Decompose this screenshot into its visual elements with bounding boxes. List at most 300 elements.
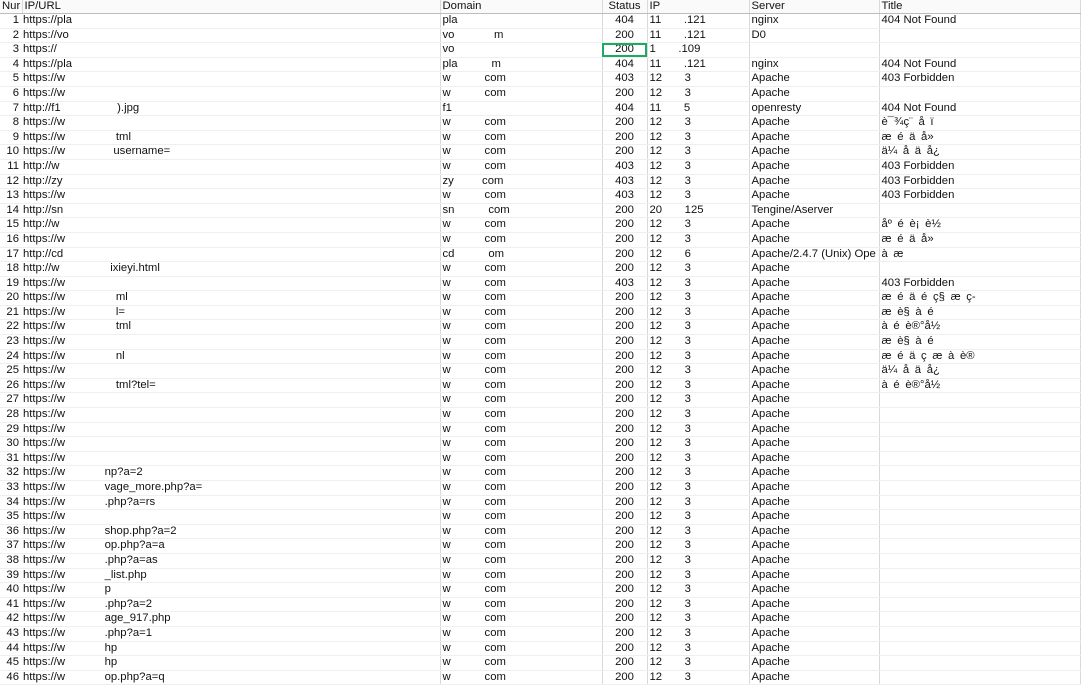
row-number[interactable]: 39: [0, 568, 22, 583]
status-cell[interactable]: 200: [602, 349, 647, 364]
server-cell[interactable]: Apache: [749, 583, 879, 598]
selected-status-cell[interactable]: 200: [602, 43, 647, 58]
server-cell[interactable]: Apache: [749, 437, 879, 452]
title-cell[interactable]: æ è§ à é: [879, 335, 1080, 350]
row-number[interactable]: 15: [0, 218, 22, 233]
ip-cell[interactable]: 12 3: [647, 626, 749, 641]
row-number[interactable]: 26: [0, 378, 22, 393]
status-cell[interactable]: 200: [602, 364, 647, 379]
row-number[interactable]: 44: [0, 641, 22, 656]
row-number[interactable]: 2: [0, 28, 22, 43]
ip-cell[interactable]: 12 3: [647, 466, 749, 481]
title-cell[interactable]: 403 Forbidden: [879, 189, 1080, 204]
url-cell[interactable]: https://w: [22, 86, 440, 101]
domain-cell[interactable]: w com: [440, 568, 602, 583]
url-cell[interactable]: https://w nl: [22, 349, 440, 364]
title-cell[interactable]: [879, 524, 1080, 539]
domain-cell[interactable]: w com: [440, 597, 602, 612]
table-row[interactable]: [0, 641, 1080, 656]
ip-cell[interactable]: 1 .109: [647, 43, 749, 58]
title-cell[interactable]: æ è§ à é: [879, 305, 1080, 320]
title-cell[interactable]: [879, 203, 1080, 218]
domain-cell[interactable]: w com: [440, 641, 602, 656]
ip-cell[interactable]: 12 3: [647, 291, 749, 306]
ip-cell[interactable]: 12 3: [647, 189, 749, 204]
server-cell[interactable]: Apache: [749, 568, 879, 583]
ip-cell[interactable]: 12 3: [647, 232, 749, 247]
url-cell[interactable]: https://w: [22, 72, 440, 87]
domain-cell[interactable]: w com: [440, 553, 602, 568]
url-cell[interactable]: https://w hp: [22, 641, 440, 656]
domain-cell[interactable]: w com: [440, 276, 602, 291]
server-cell[interactable]: Apache: [749, 335, 879, 350]
status-cell[interactable]: 200: [602, 320, 647, 335]
url-cell[interactable]: https://w tml: [22, 320, 440, 335]
title-cell[interactable]: à é è®°å½: [879, 320, 1080, 335]
table-row[interactable]: [0, 57, 1080, 72]
domain-cell[interactable]: w com: [440, 393, 602, 408]
url-cell[interactable]: https://w username=: [22, 145, 440, 160]
status-cell[interactable]: 200: [602, 378, 647, 393]
title-cell[interactable]: 403 Forbidden: [879, 174, 1080, 189]
url-cell[interactable]: https://w: [22, 451, 440, 466]
url-cell[interactable]: http://w ixieyi.html: [22, 262, 440, 277]
url-cell[interactable]: https://w .php?a=1: [22, 626, 440, 641]
row-number[interactable]: 3: [0, 43, 22, 58]
domain-cell[interactable]: w com: [440, 378, 602, 393]
url-cell[interactable]: https://w hp: [22, 656, 440, 671]
domain-cell[interactable]: w com: [440, 466, 602, 481]
title-cell[interactable]: [879, 626, 1080, 641]
ip-cell[interactable]: 12 3: [647, 510, 749, 525]
url-cell[interactable]: https://w: [22, 276, 440, 291]
table-row[interactable]: [0, 583, 1080, 598]
domain-cell[interactable]: zy com: [440, 174, 602, 189]
status-cell[interactable]: 200: [602, 553, 647, 568]
domain-cell[interactable]: w com: [440, 510, 602, 525]
row-number[interactable]: 33: [0, 481, 22, 496]
title-cell[interactable]: [879, 583, 1080, 598]
server-cell[interactable]: Apache: [749, 145, 879, 160]
table-row[interactable]: [0, 291, 1080, 306]
domain-cell[interactable]: w com: [440, 656, 602, 671]
domain-cell[interactable]: w com: [440, 451, 602, 466]
table-row[interactable]: [0, 130, 1080, 145]
title-cell[interactable]: [879, 568, 1080, 583]
server-cell[interactable]: Apache: [749, 320, 879, 335]
url-cell[interactable]: https://w shop.php?a=2: [22, 524, 440, 539]
domain-cell[interactable]: w com: [440, 262, 602, 277]
server-cell[interactable]: Apache: [749, 72, 879, 87]
table-row[interactable]: [0, 203, 1080, 218]
url-cell[interactable]: http://f1 ).jpg: [22, 101, 440, 116]
row-number[interactable]: 11: [0, 159, 22, 174]
table-row[interactable]: [0, 232, 1080, 247]
ip-cell[interactable]: 12 3: [647, 364, 749, 379]
domain-cell[interactable]: w com: [440, 320, 602, 335]
url-cell[interactable]: https://w: [22, 422, 440, 437]
status-cell[interactable]: 200: [602, 656, 647, 671]
table-row[interactable]: [0, 189, 1080, 204]
server-cell[interactable]: Apache: [749, 553, 879, 568]
table-row[interactable]: [0, 116, 1080, 131]
url-cell[interactable]: https://w: [22, 408, 440, 423]
table-row[interactable]: [0, 656, 1080, 671]
url-cell[interactable]: https://w op.php?a=a: [22, 539, 440, 554]
title-cell[interactable]: [879, 422, 1080, 437]
domain-cell[interactable]: w com: [440, 72, 602, 87]
row-number[interactable]: 25: [0, 364, 22, 379]
row-number[interactable]: 1: [0, 14, 22, 29]
table-row[interactable]: [0, 626, 1080, 641]
title-cell[interactable]: 404 Not Found: [879, 14, 1080, 29]
status-cell[interactable]: 200: [602, 524, 647, 539]
url-cell[interactable]: https://w ml: [22, 291, 440, 306]
url-cell[interactable]: https://w: [22, 437, 440, 452]
domain-cell[interactable]: w com: [440, 291, 602, 306]
ip-cell[interactable]: 12 3: [647, 349, 749, 364]
title-cell[interactable]: æ é ä é ç§ æ ç-: [879, 291, 1080, 306]
status-cell[interactable]: 200: [602, 437, 647, 452]
domain-cell[interactable]: w com: [440, 437, 602, 452]
title-cell[interactable]: à æ: [879, 247, 1080, 262]
status-cell[interactable]: 200: [602, 28, 647, 43]
row-number[interactable]: 19: [0, 276, 22, 291]
url-cell[interactable]: https://pla: [22, 57, 440, 72]
table-row[interactable]: [0, 14, 1080, 29]
status-cell[interactable]: 200: [602, 626, 647, 641]
domain-cell[interactable]: w com: [440, 422, 602, 437]
title-cell[interactable]: [879, 43, 1080, 58]
domain-cell[interactable]: w com: [440, 626, 602, 641]
status-cell[interactable]: 404: [602, 57, 647, 72]
url-cell[interactable]: https://w age_917.php: [22, 612, 440, 627]
status-cell[interactable]: 403: [602, 159, 647, 174]
row-number[interactable]: 24: [0, 349, 22, 364]
row-number[interactable]: 17: [0, 247, 22, 262]
row-number[interactable]: 14: [0, 203, 22, 218]
domain-cell[interactable]: w com: [440, 349, 602, 364]
ip-cell[interactable]: 12 3: [647, 408, 749, 423]
url-cell[interactable]: https://w op.php?a=q: [22, 670, 440, 685]
domain-cell[interactable]: w com: [440, 189, 602, 204]
domain-cell[interactable]: vo m: [440, 28, 602, 43]
url-cell[interactable]: http://w: [22, 218, 440, 233]
row-number[interactable]: 36: [0, 524, 22, 539]
server-cell[interactable]: Apache: [749, 262, 879, 277]
domain-cell[interactable]: w com: [440, 305, 602, 320]
domain-cell[interactable]: w com: [440, 335, 602, 350]
table-row[interactable]: [0, 247, 1080, 262]
table-row[interactable]: [0, 553, 1080, 568]
column-header-url[interactable]: IP/URL: [22, 0, 440, 14]
row-number[interactable]: 41: [0, 597, 22, 612]
title-cell[interactable]: 403 Forbidden: [879, 276, 1080, 291]
server-cell[interactable]: Apache: [749, 174, 879, 189]
server-cell[interactable]: Apache: [749, 510, 879, 525]
status-cell[interactable]: 404: [602, 101, 647, 116]
ip-cell[interactable]: 12 3: [647, 145, 749, 160]
row-number[interactable]: 29: [0, 422, 22, 437]
domain-cell[interactable]: w com: [440, 481, 602, 496]
title-cell[interactable]: [879, 670, 1080, 685]
title-cell[interactable]: [879, 495, 1080, 510]
title-cell[interactable]: [879, 597, 1080, 612]
row-number[interactable]: 5: [0, 72, 22, 87]
title-cell[interactable]: 403 Forbidden: [879, 72, 1080, 87]
row-number[interactable]: 45: [0, 656, 22, 671]
server-cell[interactable]: Apache: [749, 305, 879, 320]
server-cell[interactable]: Apache: [749, 116, 879, 131]
status-cell[interactable]: 200: [602, 145, 647, 160]
column-header-status[interactable]: Status: [602, 0, 647, 14]
ip-cell[interactable]: 12 3: [647, 276, 749, 291]
ip-cell[interactable]: 12 6: [647, 247, 749, 262]
server-cell[interactable]: Apache: [749, 189, 879, 204]
table-row[interactable]: [0, 422, 1080, 437]
title-cell[interactable]: æ é ä å»: [879, 232, 1080, 247]
url-cell[interactable]: https://w tml?tel=: [22, 378, 440, 393]
title-cell[interactable]: åº é è¡ è½: [879, 218, 1080, 233]
ip-cell[interactable]: 12 3: [647, 116, 749, 131]
ip-cell[interactable]: 12 3: [647, 495, 749, 510]
ip-cell[interactable]: 12 3: [647, 86, 749, 101]
title-cell[interactable]: [879, 481, 1080, 496]
url-cell[interactable]: https://w tml: [22, 130, 440, 145]
server-cell[interactable]: Apache: [749, 364, 879, 379]
table-row[interactable]: [0, 174, 1080, 189]
status-cell[interactable]: 200: [602, 130, 647, 145]
url-cell[interactable]: https://vo: [22, 28, 440, 43]
row-number[interactable]: 22: [0, 320, 22, 335]
domain-cell[interactable]: w com: [440, 495, 602, 510]
domain-cell[interactable]: w com: [440, 130, 602, 145]
table-row[interactable]: [0, 539, 1080, 554]
table-row[interactable]: [0, 568, 1080, 583]
row-number[interactable]: 10: [0, 145, 22, 160]
url-cell[interactable]: https://w: [22, 335, 440, 350]
table-row[interactable]: [0, 378, 1080, 393]
table-row[interactable]: [0, 276, 1080, 291]
server-cell[interactable]: Apache: [749, 626, 879, 641]
server-cell[interactable]: Apache: [749, 466, 879, 481]
server-cell[interactable]: openresty: [749, 101, 879, 116]
server-cell[interactable]: Apache: [749, 670, 879, 685]
server-cell[interactable]: Apache: [749, 408, 879, 423]
ip-cell[interactable]: 12 3: [647, 641, 749, 656]
status-cell[interactable]: 403: [602, 189, 647, 204]
server-cell[interactable]: Apache: [749, 276, 879, 291]
title-cell[interactable]: 404 Not Found: [879, 101, 1080, 116]
table-row[interactable]: [0, 262, 1080, 277]
status-cell[interactable]: 200: [602, 670, 647, 685]
server-cell[interactable]: Apache: [749, 378, 879, 393]
ip-cell[interactable]: 12 3: [647, 305, 749, 320]
row-number[interactable]: 9: [0, 130, 22, 145]
domain-cell[interactable]: sn com: [440, 203, 602, 218]
row-number[interactable]: 18: [0, 262, 22, 277]
title-cell[interactable]: [879, 262, 1080, 277]
ip-cell[interactable]: 12 3: [647, 174, 749, 189]
table-row[interactable]: [0, 28, 1080, 43]
status-cell[interactable]: 200: [602, 612, 647, 627]
table-row[interactable]: [0, 524, 1080, 539]
ip-cell[interactable]: 11 .121: [647, 14, 749, 29]
domain-cell[interactable]: w com: [440, 364, 602, 379]
domain-cell[interactable]: w com: [440, 159, 602, 174]
title-cell[interactable]: à é è®°å½: [879, 378, 1080, 393]
row-number[interactable]: 4: [0, 57, 22, 72]
server-cell[interactable]: Apache: [749, 612, 879, 627]
status-cell[interactable]: 200: [602, 641, 647, 656]
domain-cell[interactable]: w com: [440, 524, 602, 539]
server-cell[interactable]: Apache: [749, 218, 879, 233]
server-cell[interactable]: Apache: [749, 656, 879, 671]
table-row[interactable]: [0, 408, 1080, 423]
ip-cell[interactable]: 12 3: [647, 451, 749, 466]
url-cell[interactable]: https://w: [22, 510, 440, 525]
domain-cell[interactable]: w com: [440, 116, 602, 131]
ip-cell[interactable]: 12 3: [647, 218, 749, 233]
table-row[interactable]: [0, 437, 1080, 452]
title-cell[interactable]: [879, 539, 1080, 554]
row-number[interactable]: 12: [0, 174, 22, 189]
row-number[interactable]: 27: [0, 393, 22, 408]
column-header-nr[interactable]: Nur: [2, 0, 21, 12]
title-cell[interactable]: [879, 466, 1080, 481]
table-row[interactable]: [0, 670, 1080, 685]
row-number[interactable]: 6: [0, 86, 22, 101]
title-cell[interactable]: [879, 86, 1080, 101]
row-number[interactable]: 34: [0, 495, 22, 510]
row-number[interactable]: 35: [0, 510, 22, 525]
row-number[interactable]: 21: [0, 305, 22, 320]
title-cell[interactable]: ä¼ å ä å¿: [879, 145, 1080, 160]
server-cell[interactable]: Apache: [749, 481, 879, 496]
table-row[interactable]: [0, 495, 1080, 510]
table-row[interactable]: [0, 101, 1080, 116]
server-cell[interactable]: Tengine/Aserver: [749, 203, 879, 218]
server-cell[interactable]: Apache/2.4.7 (Unix) Ope: [749, 247, 879, 262]
status-cell[interactable]: 403: [602, 276, 647, 291]
ip-cell[interactable]: 12 3: [647, 422, 749, 437]
title-cell[interactable]: [879, 451, 1080, 466]
row-number[interactable]: 30: [0, 437, 22, 452]
domain-cell[interactable]: cd om: [440, 247, 602, 262]
url-cell[interactable]: https://w .php?a=as: [22, 553, 440, 568]
domain-cell[interactable]: w com: [440, 539, 602, 554]
row-number[interactable]: 37: [0, 539, 22, 554]
title-cell[interactable]: 404 Not Found: [879, 57, 1080, 72]
ip-cell[interactable]: 12 3: [647, 378, 749, 393]
ip-cell[interactable]: 12 3: [647, 262, 749, 277]
title-cell[interactable]: [879, 510, 1080, 525]
domain-cell[interactable]: w com: [440, 670, 602, 685]
title-cell[interactable]: [879, 408, 1080, 423]
ip-cell[interactable]: 12 3: [647, 656, 749, 671]
status-cell[interactable]: 200: [602, 568, 647, 583]
ip-cell[interactable]: 12 3: [647, 481, 749, 496]
table-row[interactable]: [0, 393, 1080, 408]
row-number[interactable]: 31: [0, 451, 22, 466]
table-row[interactable]: [0, 451, 1080, 466]
ip-cell[interactable]: 20 125: [647, 203, 749, 218]
title-cell[interactable]: æ é ä å»: [879, 130, 1080, 145]
row-number[interactable]: 32: [0, 466, 22, 481]
url-cell[interactable]: https://pla: [22, 14, 440, 29]
ip-cell[interactable]: 12 3: [647, 553, 749, 568]
status-cell[interactable]: 403: [602, 174, 647, 189]
server-cell[interactable]: Apache: [749, 641, 879, 656]
status-cell[interactable]: 200: [602, 232, 647, 247]
ip-cell[interactable]: 12 3: [647, 539, 749, 554]
domain-cell[interactable]: w com: [440, 232, 602, 247]
server-cell[interactable]: nginx: [749, 14, 879, 29]
domain-cell[interactable]: pla: [440, 14, 602, 29]
domain-cell[interactable]: pla m: [440, 57, 602, 72]
title-cell[interactable]: 403 Forbidden: [879, 159, 1080, 174]
domain-cell[interactable]: w com: [440, 408, 602, 423]
table-row[interactable]: [0, 481, 1080, 496]
domain-cell[interactable]: w com: [440, 218, 602, 233]
title-cell[interactable]: [879, 553, 1080, 568]
ip-cell[interactable]: 11 5: [647, 101, 749, 116]
table-row[interactable]: [0, 349, 1080, 364]
server-cell[interactable]: Apache: [749, 130, 879, 145]
status-cell[interactable]: 200: [602, 583, 647, 598]
url-cell[interactable]: https://w: [22, 232, 440, 247]
row-number[interactable]: 23: [0, 335, 22, 350]
server-cell[interactable]: Apache: [749, 86, 879, 101]
status-cell[interactable]: 200: [602, 305, 647, 320]
status-cell[interactable]: 200: [602, 291, 647, 306]
status-cell[interactable]: 200: [602, 393, 647, 408]
ip-cell[interactable]: 12 3: [647, 568, 749, 583]
row-number[interactable]: 7: [0, 101, 22, 116]
column-header-domain[interactable]: Domain: [440, 0, 602, 14]
table-row[interactable]: [0, 86, 1080, 101]
title-cell[interactable]: [879, 641, 1080, 656]
status-cell[interactable]: 200: [602, 597, 647, 612]
status-cell[interactable]: 200: [602, 335, 647, 350]
domain-cell[interactable]: w com: [440, 583, 602, 598]
ip-cell[interactable]: 12 3: [647, 583, 749, 598]
status-cell[interactable]: 200: [602, 422, 647, 437]
table-row[interactable]: [0, 510, 1080, 525]
url-cell[interactable]: https://w vage_more.php?a=: [22, 481, 440, 496]
ip-cell[interactable]: 12 3: [647, 72, 749, 87]
table-row[interactable]: [0, 72, 1080, 87]
server-cell[interactable]: D0: [749, 28, 879, 43]
server-cell[interactable]: Apache: [749, 349, 879, 364]
server-cell[interactable]: Apache: [749, 291, 879, 306]
table-row[interactable]: [0, 305, 1080, 320]
table-row[interactable]: [0, 145, 1080, 160]
status-cell[interactable]: 200: [602, 247, 647, 262]
url-cell[interactable]: https://w .php?a=rs: [22, 495, 440, 510]
row-number[interactable]: 20: [0, 291, 22, 306]
status-cell[interactable]: 200: [602, 408, 647, 423]
ip-cell[interactable]: 12 3: [647, 393, 749, 408]
table-row[interactable]: [0, 43, 1080, 58]
status-cell[interactable]: 200: [602, 539, 647, 554]
status-cell[interactable]: 200: [602, 495, 647, 510]
row-number[interactable]: 38: [0, 553, 22, 568]
column-header-server[interactable]: Server: [749, 0, 879, 14]
row-number[interactable]: 13: [0, 189, 22, 204]
table-row[interactable]: [0, 466, 1080, 481]
server-cell[interactable]: Apache: [749, 422, 879, 437]
